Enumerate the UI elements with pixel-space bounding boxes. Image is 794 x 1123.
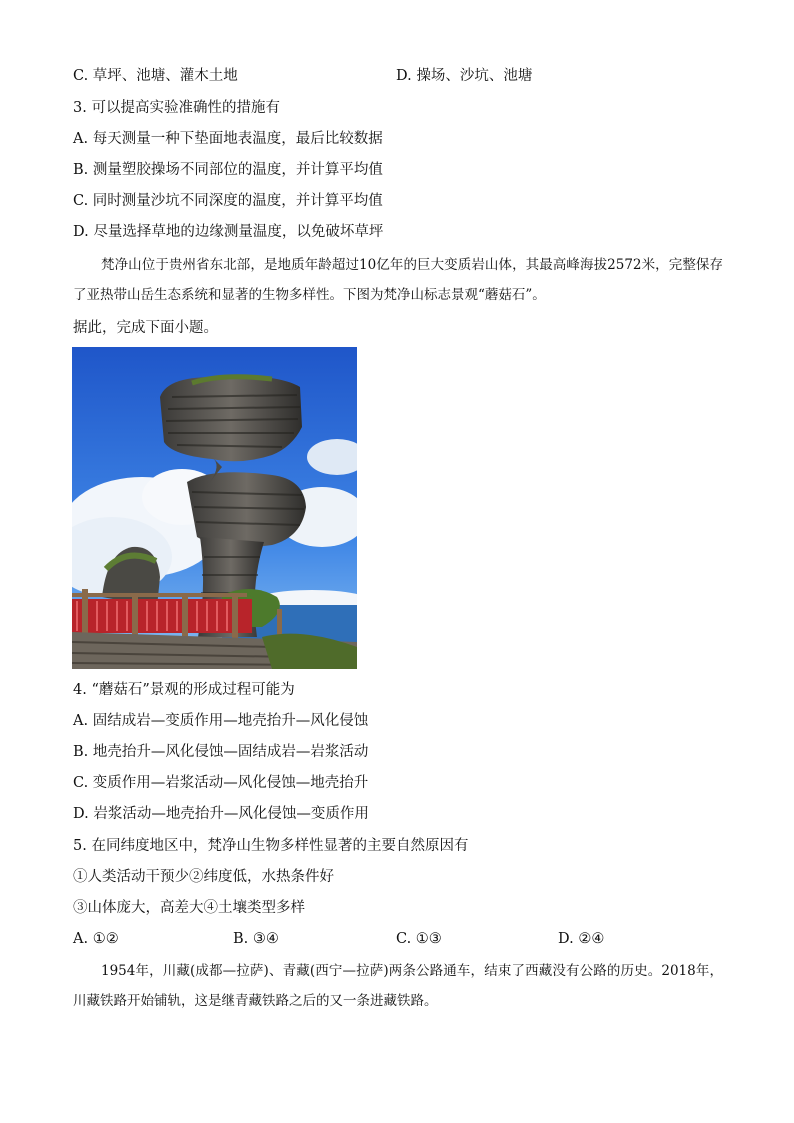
q4-option-a: A. 固结成岩—变质作用—地壳抬升—风化侵蚀 [73, 713, 369, 729]
passage-fanjingshan: 梵净山位于贵州省东北部，是地质年龄超过10亿年的巨大变质岩山体，其最高峰海拔2572米，完整保存了亚热带山岳生态系统和显著的生物多样性。下图为梵净山标志景观“蘑菇石”。 [73, 257, 723, 303]
q4-option-c: C. 变质作用—岩浆活动—风化侵蚀—地壳抬升 [73, 775, 369, 791]
passage-tibet-roads: 1954年，川藏(成都—拉萨)、青藏(西宁—拉萨)两条公路通车，结束了西藏没有公路的历史。2018年，川藏铁路开始铺轨，这是继青藏铁路之后的又一条进藏铁路。 [73, 963, 723, 1009]
passage-instruction: 据此，完成下面小题。 [73, 320, 218, 336]
mushroom-rock-photo [72, 347, 357, 669]
q2-option-c: C. 草坪、池塘、灌木土地 [73, 68, 238, 84]
q4-option-b: B. 地壳抬升—风化侵蚀—固结成岩—岩浆活动 [73, 744, 369, 760]
q4-stem: 4. “蘑菇石”景观的形成过程可能为 [73, 682, 295, 698]
q5-stem: 5. 在同纬度地区中，梵净山生物多样性显著的主要自然原因有 [73, 838, 469, 854]
q5-option-c: C. ①③ [396, 931, 442, 947]
q3-option-a: A. 每天测量一种下垫面地表温度，最后比较数据 [73, 131, 383, 147]
q5-option-a: A. ①② [73, 931, 119, 947]
mushroom-rock-icon [72, 347, 357, 669]
q5-option-d: D. ②④ [558, 931, 605, 947]
q5-option-b: B. ③④ [233, 931, 279, 947]
q3-option-b: B. 测量塑胶操场不同部位的温度，并计算平均值 [73, 162, 383, 178]
q3-option-d: D. 尽量选择草地的边缘测量温度，以免破坏草坪 [73, 224, 384, 240]
q3-stem: 3. 可以提高实验准确性的措施有 [73, 100, 280, 116]
q3-option-c: C. 同时测量沙坑不同深度的温度，并计算平均值 [73, 193, 383, 209]
q4-option-d: D. 岩浆活动—地壳抬升—风化侵蚀—变质作用 [73, 806, 369, 822]
q2-option-d: D. 操场、沙坑、池塘 [396, 68, 533, 84]
q5-line2: ③山体庞大，高差大④土壤类型多样 [73, 900, 305, 916]
q5-line1: ①人类活动干预少②纬度低，水热条件好 [73, 869, 334, 885]
